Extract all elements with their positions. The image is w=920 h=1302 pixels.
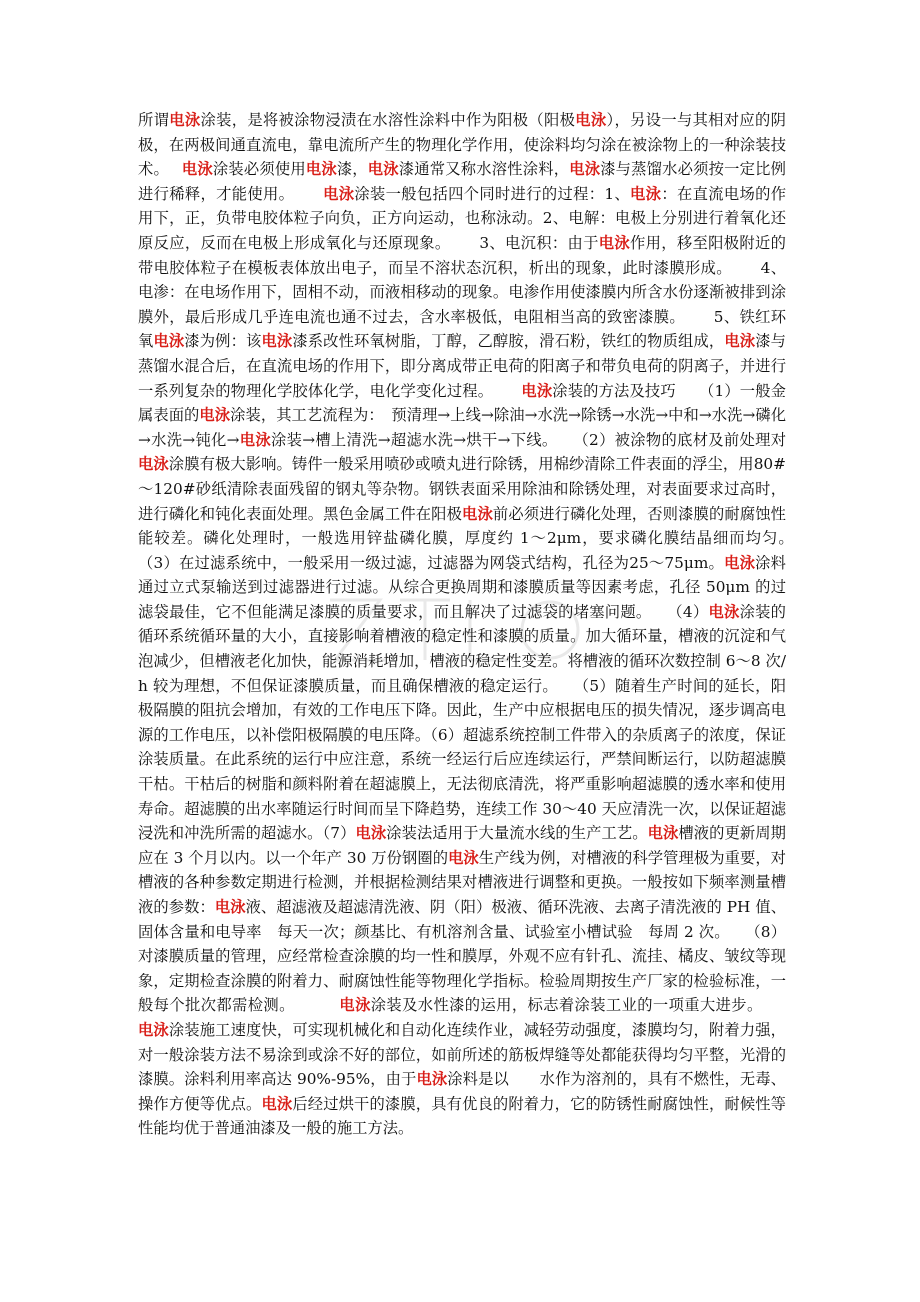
text-segment: 所谓 — [138, 111, 170, 129]
highlight-term: 电泳 — [416, 1070, 448, 1089]
text-segment: 涂膜有极大影响。铸件一般采用喷砂或喷丸进行除锈，用棉纱清除工件表面的浮尘，用80#～120#砂纸清除表面残留的钢丸等杂物。钢铁表面采用除油和除锈处理，对表面要求过高时，进行磷化和钝化表面处理。黑色金属工件在阳极 — [138, 455, 786, 523]
highlight-term: 电泳 — [261, 1094, 293, 1113]
highlight-term: 电泳 — [367, 160, 399, 179]
text-segment: 涂装→槽上清洗→超滤水洗→烘干→下线。 （2）被涂物的底材及前处理对 — [271, 430, 786, 449]
highlight-term: 电泳 — [708, 602, 740, 621]
text-segment: 作用，移至阳极附近的带电胶体粒子在模板表体放出电子，而呈不溶状态沉积，析出的现象，此时漆膜形成。 4、电渗：在电场作用下，固相不动，而液相移动的现象。电渗作用使漆膜内所含水份逐渐被排到涂膜外，最后形成几乎连电流也通不过去，含水率极低，电阻相当高的致密漆膜。 5、铁红环氧 — [138, 233, 786, 351]
highlight-term: 电泳 — [138, 1020, 169, 1039]
text-segment: 漆为例：该 — [184, 332, 262, 351]
highlight-term: 电泳 — [724, 332, 756, 351]
text-segment: 漆， — [336, 160, 368, 179]
highlight-term: 电泳 — [214, 898, 246, 916]
highlight-term: 电泳 — [199, 406, 231, 425]
highlight-term: 电泳 — [339, 996, 371, 1015]
text-segment: 涂装及水性漆的运用，标志着涂装工业的一项重大进步。 — [370, 996, 786, 1015]
text-segment: ：在直流电场的作用下，正，负带电胶体粒子向负，正方向运动，也称泳动。2、电解：电极上分别进行着氧化还原反应，反而在电极上形成氧化与还原现象。 3、电沉积：由于 — [138, 184, 786, 252]
highlight-term: 电泳 — [448, 848, 479, 867]
body-paragraph — [138, 108, 817, 1141]
text-segment: 涂装必须使用 — [212, 160, 306, 179]
text-segment: 槽液的更新周期应在 3 个月以内。以一个年产 30 万份钢圈的 — [138, 824, 786, 867]
text-segment: 漆通常又称水溶性涂料， — [398, 160, 570, 179]
highlight-term: 电泳 — [305, 160, 337, 179]
highlight-term: 电泳 — [647, 824, 679, 843]
highlight-term: 电泳 — [181, 160, 213, 179]
text-segment: 涂装施工速度快，可实现机械化和自动化连续作业，减轻劳动强度，漆膜均匀，附着力强，对一般涂装方法不易涂到或涂不好的部位，如前所述的筋板焊缝等处都能获得均匀平整，光滑的漆膜。涂料利用率高达 90%-95%，由于 — [138, 1020, 786, 1089]
highlight-term: 电泳 — [630, 184, 662, 203]
text-segment: 涂料是以 水作为溶剂的，具有不燃性，无毒、操作方便等优点。 — [138, 1070, 786, 1113]
text-segment: 涂装法适用于大量流水线的生产工艺。 — [386, 824, 648, 843]
text-segment: 涂装的方法及技巧 （1）一般金属表面的 — [138, 381, 786, 425]
text-segment: 漆系改性环氧树脂，丁醇，乙醇胺，滑石粉，铁红的物质组成， — [292, 332, 725, 351]
highlight-term: 电泳 — [462, 504, 493, 523]
highlight-term: 电泳 — [323, 184, 355, 203]
text-segment: 后经过烘干的漆膜，具有优良的附着力，它的防锈性耐腐蚀性，耐候性等性能均优于普通油漆及一般的施工方法。 — [138, 1094, 786, 1138]
text-segment: 涂料通过立式泵输送到过滤器进行过滤。从综合更换周期和漆膜质量等因素考虑，孔径 50μm 的过滤袋最佳，它不但能满足漆膜的质量要求，而且解决了过滤袋的堵塞问题。 （4） — [138, 553, 786, 621]
highlight-term: 电泳 — [521, 381, 553, 400]
text-segment: 液、超滤液及超滤清洗液、阴（阳）极液、循环洗液、去离子清洗液的 PH 值、固体含量和电导率 每天一次；颜基比、有机溶剂含量、试验室小槽试验 每周 2 次。 （8）对漆膜质量的管理，应经常检查涂膜的均一性和膜厚，外观不应有针孔、流挂、橘皮、皱纹等现象，定期检查涂膜的附着力、耐腐蚀性能等物理化学指标。检验周期按生产厂家的检验标准，一般每个批次都需检测。 — [138, 898, 786, 1015]
highlight-term: 电泳 — [153, 332, 185, 351]
text-segment: 涂装，是将被涂物浸渍在水溶性涂料中作为阳极（阳极 — [200, 111, 576, 129]
highlight-term: 电泳 — [598, 233, 631, 252]
highlight-term: 电泳 — [239, 430, 271, 449]
text-segment: 前必须进行磷化处理，否则漆膜的耐腐蚀性能较差。磷化处理时，一般选用锌盐磷化膜，厚度约 1～2μm，要求磷化膜结晶细而均匀。 （3）在过滤系统中，一般采用一级过滤，过滤器为网袋式结构，孔径为25～75μm。 — [138, 504, 817, 572]
text-segment: 漆与蒸馏水混合后，在直流电场的作用下，即分离成带正电荷的阳离子和带负电荷的阴离子，并进行一系列复杂的物理化学胶体化学，电化学变化过程。 — [138, 332, 786, 400]
text-segment: 生产线为例，对槽液的科学管理极为重要，对槽液的各种参数定期进行检测，并根据检测结果对槽液进行调整和更换。一般按如下频率测量槽液的参数： — [138, 848, 786, 916]
highlight-term: 电泳 — [138, 455, 169, 474]
text-segment: 涂装，其工艺流程为： 预清理→上线→除油→水洗→除锈→水洗→中和→水洗→磷化→水洗→钝化→ — [138, 406, 786, 449]
text-segment: 涂装一般包括四个同时进行的过程：1、 — [354, 184, 631, 203]
highlight-term: 电泳 — [575, 111, 607, 129]
highlight-term: 电泳 — [261, 332, 293, 351]
highlight-term: 电泳 — [169, 111, 201, 129]
highlight-term: 电泳 — [724, 553, 756, 572]
text-segment: 漆与蒸馏水必须按一定比例进行稀释，才能使用。 — [138, 160, 786, 203]
highlight-term: 电泳 — [569, 160, 601, 179]
highlight-term: 电泳 — [355, 824, 387, 843]
text-segment: ），另设一与其相对应的阴极，在两极间通直流电，靠电流所产生的物理化学作用，使涂料均匀涂在被涂物上的一种涂装技术。 — [138, 111, 786, 179]
document-page — [138, 108, 817, 1141]
text-segment: 涂装的循环系统循环量的大小，直接影响着槽液的稳定性和漆膜的质量。加大循环量，槽液的沉淀和气泡减少，但槽液老化加快，能源消耗增加，槽液的稳定性变差。将槽液的循环次数控制 6～8 次/h 较为理想，不但保证漆膜质量，而且确保槽液的稳定运行。 （5）随着生产时间的延长，阳极隔膜的阻抗会增加，有效的工作电压下降。因此，生产中应根据电压的损失情况，逐步调高电源的工作电压，以补偿阳极隔膜的电压降。（6）超滤系统控制工件带入的杂质离子的浓度，保证涂装质量。在此系统的运行中应注意，系统一经运行后应连续运行，严禁间断运行，以防超滤膜干枯。干枯后的树脂和颜料附着在超滤膜上，无法彻底清洗，将严重影响超滤膜的透水率和使用寿命。超滤膜的出水率随运行时间而呈下降趋势，连续工作 30～40 天应清洗一次，以保证超滤浸洗和冲洗所需的超滤水。（7） — [138, 602, 786, 843]
